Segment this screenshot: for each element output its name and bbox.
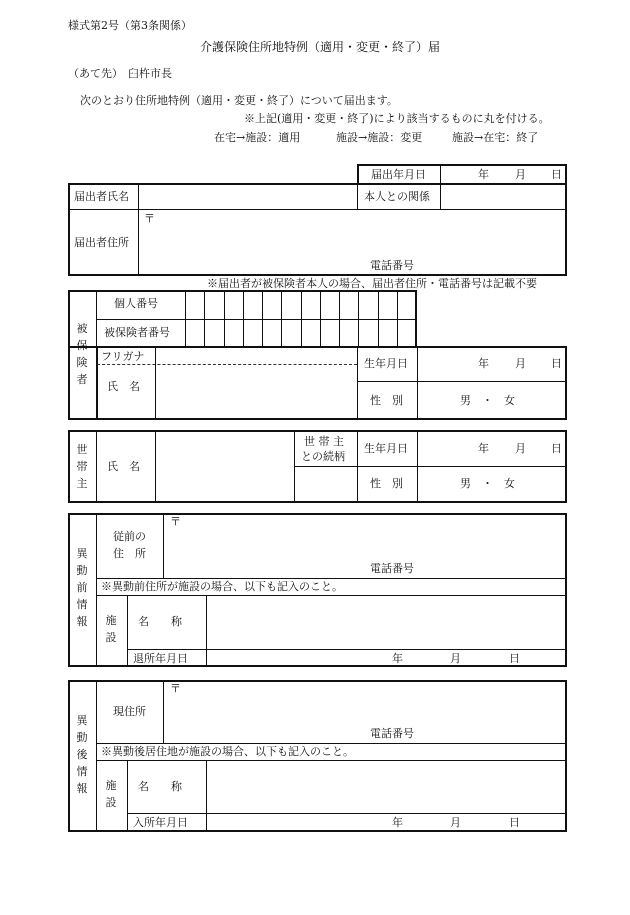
notify-date-label: 届出年月日 [371,168,426,181]
form-title: 介護保険住所地特例（適用・変更・終了）届 [200,40,441,54]
digit-cell-divider [224,291,225,347]
householder-sex-label: 性 別 [370,477,403,490]
my-number-label: 個人番号 [114,297,158,310]
circle-note: ※上記(適用・変更・終了)により該当するものに丸を付ける。 [244,112,550,125]
digit-cell-divider [204,291,205,347]
after-facility-name-field[interactable] [210,763,563,811]
before-phone-label: 電話番号 [370,562,414,575]
digit-cell-divider [378,291,379,347]
householder-relation-label-1: 世 帯 主 [304,435,344,448]
after-section-label: 異動後情報 [76,714,88,795]
insured-sex-options[interactable]: 男 ・ 女 [460,394,515,407]
intro-text: 次のとおり住所地特例（適用・変更・終了）について届出ます。 [80,94,398,107]
digit-cell-divider [339,291,340,347]
notifier-phone-label: 電話番号 [370,259,414,272]
after-facility-label: 施設 [105,779,117,809]
before-facility-label: 施設 [105,614,117,644]
before-facility-name-label: 名 称 [138,615,182,628]
legend-end: 施設→在宅：終了 [452,131,539,144]
digit-cell-divider [320,291,321,347]
digit-cell-divider [262,291,263,347]
legend-apply: 在宅→施設：適用 [214,131,301,144]
enter-date-month: 月 [450,816,461,829]
enter-date-year: 年 [392,816,403,829]
notifier-address-label: 届出者住所 [74,236,129,249]
after-postal-mark: 〒 [170,682,181,695]
addressee-label: （あて先） [68,67,123,80]
householder-relation-label-2: との続柄 [301,450,345,463]
before-address-field[interactable] [167,516,563,576]
digit-cell-divider [281,291,282,347]
leave-date-label: 退所年月日 [133,652,188,665]
after-note: ※異動後居住地が施設の場合、以下も記入のこと。 [101,745,354,758]
householder-section-label: 世帯主 [76,443,88,490]
form-number: 様式第2号（第3条関係） [68,19,192,32]
furigana-field[interactable] [158,348,354,363]
householder-name-field[interactable] [158,433,291,500]
furigana-label: フリガナ [101,350,145,363]
insured-birth-label: 生年月日 [364,357,408,370]
householder-name-label: 氏 名 [107,460,140,473]
digit-cell-divider [243,291,244,347]
notifier-note: ※届出者が被保険者本人の場合、届出者住所・電話番号は記載不要 [207,277,537,290]
before-postal-mark: 〒 [170,515,181,528]
before-facility-name-field[interactable] [210,598,563,647]
legend-change: 施設→施設：変更 [336,131,423,144]
leave-date-month: 月 [450,652,461,665]
insured-sex-label: 性 別 [370,394,403,407]
enter-date-label: 入所年月日 [133,816,188,829]
householder-birth-label: 生年月日 [364,442,408,455]
leave-date-year: 年 [392,652,403,665]
householder-birth-month: 月 [515,442,526,455]
notify-date-month: 月 [515,168,526,181]
insured-birth-month: 月 [515,357,526,370]
householder-birth-day: 日 [551,442,562,455]
notify-date-day: 日 [551,168,562,181]
insured-name-label: 氏 名 [107,380,140,393]
householder-sex-options[interactable]: 男 ・ 女 [460,477,515,490]
after-address-label: 現住所 [113,705,146,718]
addressee: 臼杵市長 [128,67,172,80]
insured-name-field[interactable] [158,367,354,417]
notifier-address-field[interactable] [142,212,562,274]
digit-cell-divider [301,291,302,347]
notifier-name-label: 届出者氏名 [74,190,129,203]
before-note: ※異動前住所が施設の場合、以下も記入のこと。 [101,580,343,593]
after-address-field[interactable] [167,683,563,741]
after-facility-name-label: 名 称 [138,780,182,793]
relation-field[interactable] [444,186,564,207]
insured-number-label: 被保険者番号 [104,326,170,339]
relation-label: 本人との関係 [364,190,430,203]
digit-cell-divider [358,291,359,347]
digit-cell-divider [397,291,398,347]
before-section-label: 異動前情報 [76,547,88,628]
notifier-name-field[interactable] [142,186,354,207]
before-address-label-1: 従前の [113,530,146,543]
postal-mark: 〒 [144,212,155,225]
after-phone-label: 電話番号 [370,727,414,740]
notify-date-year: 年 [478,168,489,181]
householder-birth-year: 年 [478,442,489,455]
insured-section-label: 被保険者 [76,322,88,386]
insured-birth-year: 年 [478,357,489,370]
householder-relation-field[interactable] [297,469,354,500]
insured-birth-day: 日 [551,357,562,370]
enter-date-day: 日 [509,816,520,829]
before-address-label-2: 住 所 [113,547,146,560]
leave-date-day: 日 [509,652,520,665]
